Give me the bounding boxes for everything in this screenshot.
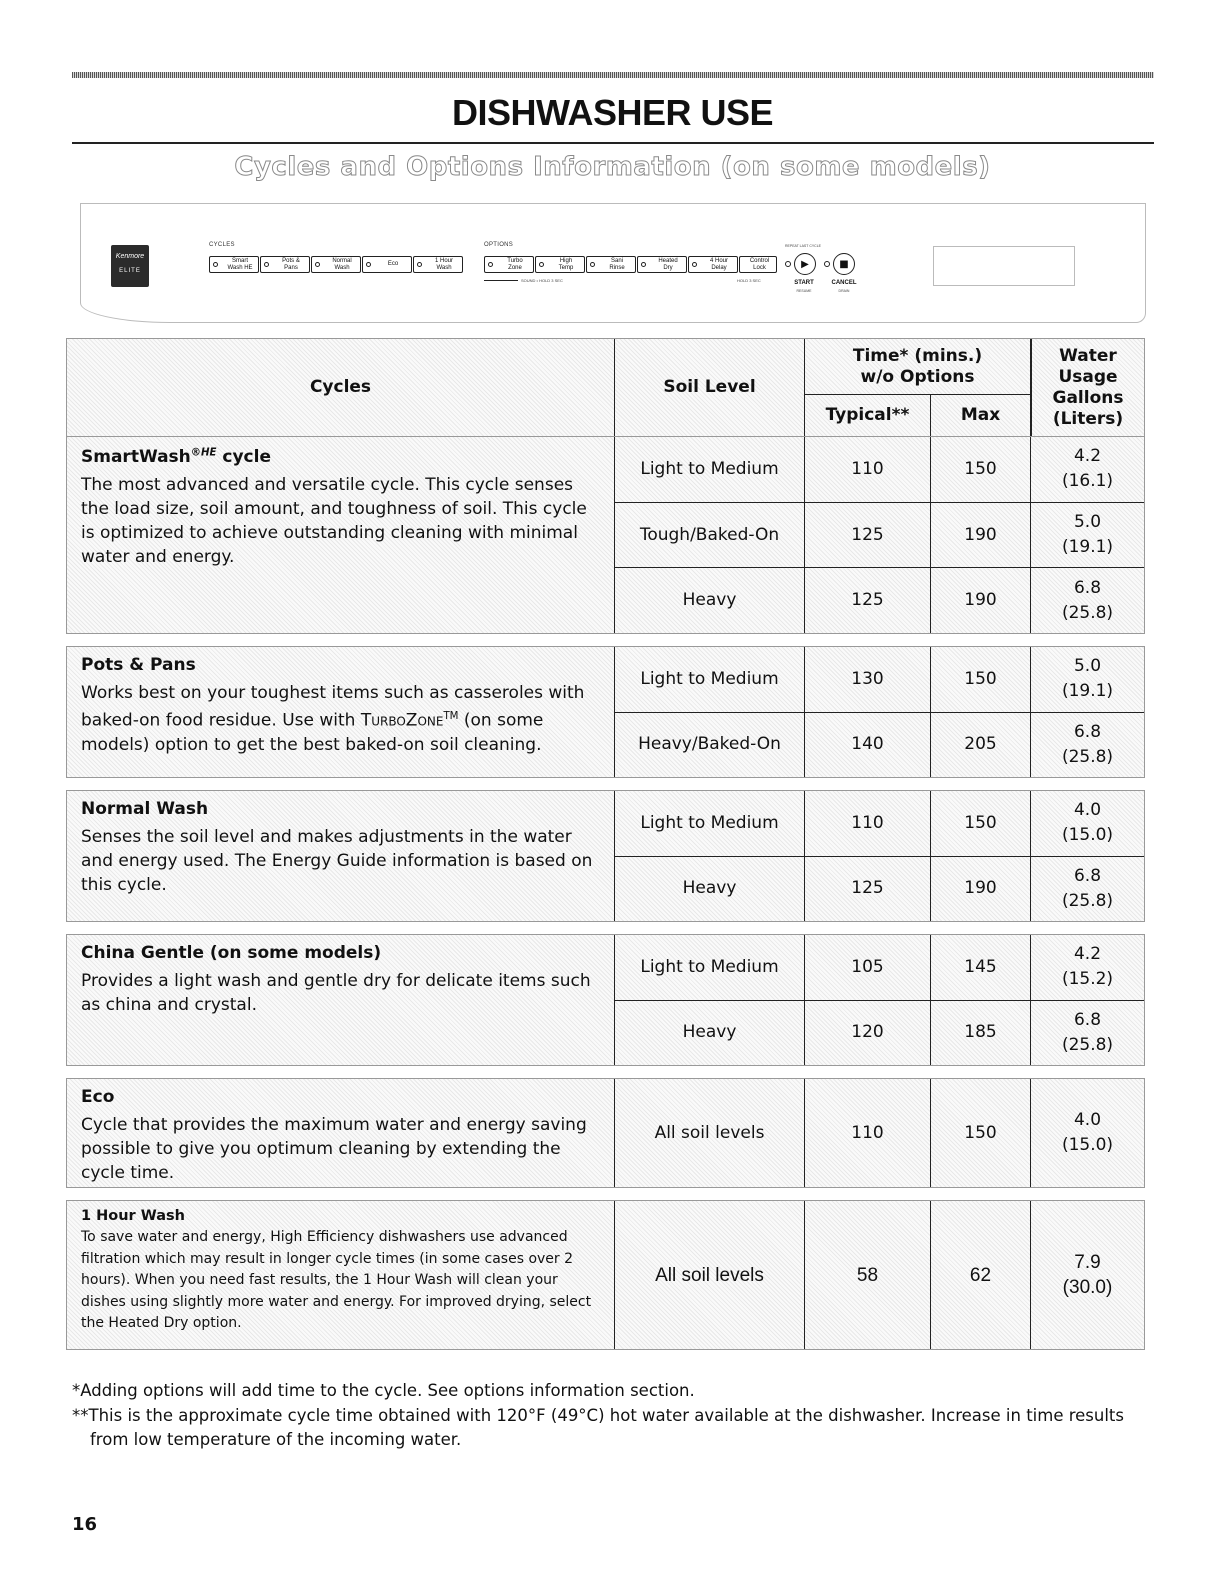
- header-water-usage: Water Usage Gallons (Liters): [1031, 339, 1144, 436]
- soil-row: [615, 856, 1144, 922]
- footnote-cycle-time: **This is the approximate cycle time obtained with 120°F (49°C) hot water available at the dishwasher. Increase in time results: [72, 1406, 1124, 1425]
- cycle-description: The most advanced and versatile cycle. This cycle senses the load size, soil amount, and toughness of soil. This cycle is optimized to achieve outstanding cleaning with minimal water and energy.: [81, 475, 587, 567]
- typical-time: 58: [805, 1201, 931, 1349]
- led-icon: [366, 262, 371, 267]
- header-typical: Typical**: [805, 395, 931, 436]
- repeat-last-cycle-label: REPEAT LAST CYCLE: [785, 244, 821, 248]
- water-usage: 5.0 (19.1): [1061, 656, 1114, 702]
- water-usage: 6.8 (25.8): [1061, 577, 1114, 623]
- cycle-cell: [67, 1079, 615, 1187]
- soil-row: [615, 647, 1144, 712]
- max-time: 145: [931, 935, 1031, 1000]
- eco-button[interactable]: Eco: [362, 256, 412, 273]
- led-icon: [315, 262, 320, 267]
- max-time: 190: [931, 568, 1031, 633]
- soil-level: Light to Medium: [615, 647, 805, 712]
- water-usage: 7.9 (30.0): [1062, 1252, 1113, 1298]
- max-time: 205: [931, 713, 1031, 778]
- footnote-cycle-time-continued: from low temperature of the incoming water.: [90, 1430, 462, 1449]
- cycle-cell: [67, 791, 615, 921]
- start-led-icon: [785, 261, 791, 267]
- control-panel-illustration: [80, 203, 1146, 323]
- max-time: 62: [931, 1201, 1031, 1349]
- turbo-zone-button[interactable]: Turbo Zone: [484, 256, 534, 273]
- drain-label: DRAIN: [838, 289, 850, 293]
- max-time: 185: [931, 1001, 1031, 1066]
- led-icon: [213, 262, 218, 267]
- water-usage: 6.8 (25.8): [1061, 865, 1114, 911]
- soil-level: Light to Medium: [615, 791, 805, 856]
- water-usage: 4.2 (15.2): [1061, 944, 1114, 990]
- cancel-led-icon: [824, 261, 830, 267]
- cycle-title: SmartWash$^{®HE}$ cycle: [81, 447, 271, 467]
- soil-level: Heavy/Baked-On: [615, 713, 805, 778]
- page-number: 16: [72, 1514, 98, 1535]
- cycle-cell: [67, 935, 615, 1065]
- resume-label: RESUME: [796, 289, 812, 293]
- cancel-button[interactable]: [833, 253, 855, 275]
- water-usage: 4.0 (15.0): [1061, 1110, 1114, 1155]
- table-row: [66, 1200, 1145, 1350]
- led-icon: [488, 262, 493, 267]
- led-icon: [692, 262, 697, 267]
- soil-level: Heavy: [615, 1001, 805, 1066]
- pots-pans-button[interactable]: Pots & Pans: [260, 256, 310, 273]
- option-buttons: [484, 256, 778, 273]
- high-temp-button[interactable]: High Temp: [535, 256, 585, 273]
- start-button[interactable]: [794, 253, 816, 275]
- cycle-title: 1 Hour Wash: [81, 1208, 185, 1224]
- water-usage: 4.0 (15.0): [1061, 800, 1114, 846]
- soil-row: [615, 712, 1144, 778]
- led-icon: [539, 262, 544, 267]
- typical-time: 140: [805, 713, 931, 778]
- section-heading: Cycles and Options Information (on some models): [234, 152, 991, 182]
- soil-row: [615, 1201, 1144, 1349]
- soil-row: [615, 1079, 1144, 1187]
- soil-row: [615, 1000, 1144, 1066]
- max-time: 150: [931, 647, 1031, 712]
- soil-row: [615, 437, 1144, 502]
- water-usage: 6.8 (25.8): [1061, 1009, 1114, 1055]
- soil-row: [615, 502, 1144, 568]
- one-hour-wash-button[interactable]: 1 Hour Wash: [413, 256, 463, 273]
- cycle-cell: [67, 647, 615, 777]
- table-row: [66, 1078, 1145, 1188]
- header-max: Max: [960, 405, 1001, 425]
- cycle-title: Normal Wash: [81, 799, 209, 819]
- typical-time: 110: [805, 791, 931, 856]
- soil-row: [615, 567, 1144, 633]
- cycle-cell: [67, 437, 615, 633]
- four-hour-delay-button[interactable]: 4 Hour Delay: [688, 256, 738, 273]
- cycle-description: Cycle that provides the maximum water and energy saving possible to give you optimum cleaning by extending the cycle time.: [81, 1115, 587, 1183]
- led-icon: [590, 262, 595, 267]
- soil-row: [615, 791, 1144, 856]
- typical-time: 125: [805, 857, 931, 922]
- cancel-label: CANCEL: [831, 280, 857, 286]
- max-time: 190: [931, 857, 1031, 922]
- table-row: [66, 790, 1145, 922]
- footnote-options: *Adding options will add time to the cycle. See options information section.: [72, 1381, 695, 1400]
- options-group-label: OPTIONS: [484, 242, 514, 248]
- water-usage: 6.8 (25.8): [1061, 721, 1114, 767]
- stop-icon: ■: [839, 258, 849, 270]
- led-icon: [641, 262, 646, 267]
- sound-indicator-line: [484, 280, 518, 281]
- max-time: 150: [931, 1079, 1031, 1187]
- header-time: [805, 339, 1031, 436]
- table-header: [66, 338, 1145, 436]
- table-row: [66, 646, 1145, 778]
- play-icon: ▶: [801, 258, 809, 270]
- soil-level: All soil levels: [615, 1201, 805, 1349]
- control-lock-button[interactable]: Control Lock: [739, 256, 777, 273]
- normal-wash-button[interactable]: Normal Wash: [311, 256, 361, 273]
- cycles-group-label: CYCLES: [209, 242, 235, 248]
- typical-time: 130: [805, 647, 931, 712]
- typical-time: 120: [805, 1001, 931, 1066]
- top-rule: [72, 72, 1154, 78]
- soil-level: All soil levels: [615, 1079, 805, 1187]
- soil-level: Light to Medium: [615, 437, 805, 502]
- cycle-title: China Gentle (on some models): [81, 943, 382, 963]
- water-usage: 4.2 (16.1): [1061, 446, 1114, 492]
- header-cycles: Cycles: [67, 339, 615, 436]
- soil-level: Heavy: [615, 857, 805, 922]
- soil-row: [615, 935, 1144, 1000]
- typical-time: 125: [805, 503, 931, 568]
- cycle-description: To save water and energy, High Efficiency dishwashers use advanced filtration which may result in longer cycle times (in some cases over 2 hours). When you need fast results, the 1 Hour Wash will clean your dishes using slightly more water and energy. For improved drying, select the Heated Dry option.: [81, 1229, 592, 1332]
- cycle-cell: [67, 1201, 615, 1349]
- typical-time: 125: [805, 568, 931, 633]
- title-rule: [72, 142, 1154, 144]
- led-icon: [417, 262, 422, 267]
- heated-dry-button[interactable]: Heated Dry: [637, 256, 687, 273]
- max-time: 150: [931, 437, 1031, 502]
- led-icon: [264, 262, 269, 267]
- max-time: 150: [931, 791, 1031, 856]
- cycle-title: Eco: [81, 1087, 115, 1107]
- soil-level: Tough/Baked-On: [615, 503, 805, 568]
- typical-time: 105: [805, 935, 931, 1000]
- header-soil-level: Soil Level: [615, 339, 805, 436]
- soil-level: Heavy: [615, 568, 805, 633]
- table-row: [66, 934, 1145, 1066]
- water-usage: 5.0 (19.1): [1061, 512, 1114, 557]
- hold-label: HOLD 3 SEC: [737, 278, 761, 283]
- sound-hold-label: SOUND • HOLD 3 SEC: [521, 278, 563, 283]
- cycles-table: [66, 338, 1145, 1362]
- display-window: [933, 246, 1075, 286]
- cycle-description: Works best on your toughest items such as casseroles with baked-on food residue. Use with TurboZone™ (on some models) option to get the best baked-on soil cleaning.: [81, 683, 585, 755]
- start-label: START: [794, 280, 814, 286]
- cycle-buttons: [209, 256, 464, 273]
- typical-time: 110: [805, 437, 931, 502]
- cycle-description: Provides a light wash and gentle dry for delicate items such as china and crystal.: [81, 971, 591, 1015]
- typical-time: 110: [805, 1079, 931, 1187]
- sani-rinse-button[interactable]: Sani Rinse: [586, 256, 636, 273]
- cycle-description: Senses the soil level and makes adjustments in the water and energy used. The Energy Guide information is based on this cycle.: [81, 827, 593, 895]
- header-time-title: Time* (mins.) w/o Options: [805, 339, 1030, 395]
- max-time: 190: [931, 503, 1031, 568]
- smart-wash-button[interactable]: Smart Wash HE: [209, 256, 259, 273]
- soil-level: Light to Medium: [615, 935, 805, 1000]
- cycle-title: Pots & Pans: [81, 655, 196, 675]
- brand-logo: Kenmore ELITE: [111, 245, 149, 287]
- page-title: DISHWASHER USE: [451, 92, 774, 133]
- table-row: [66, 436, 1145, 634]
